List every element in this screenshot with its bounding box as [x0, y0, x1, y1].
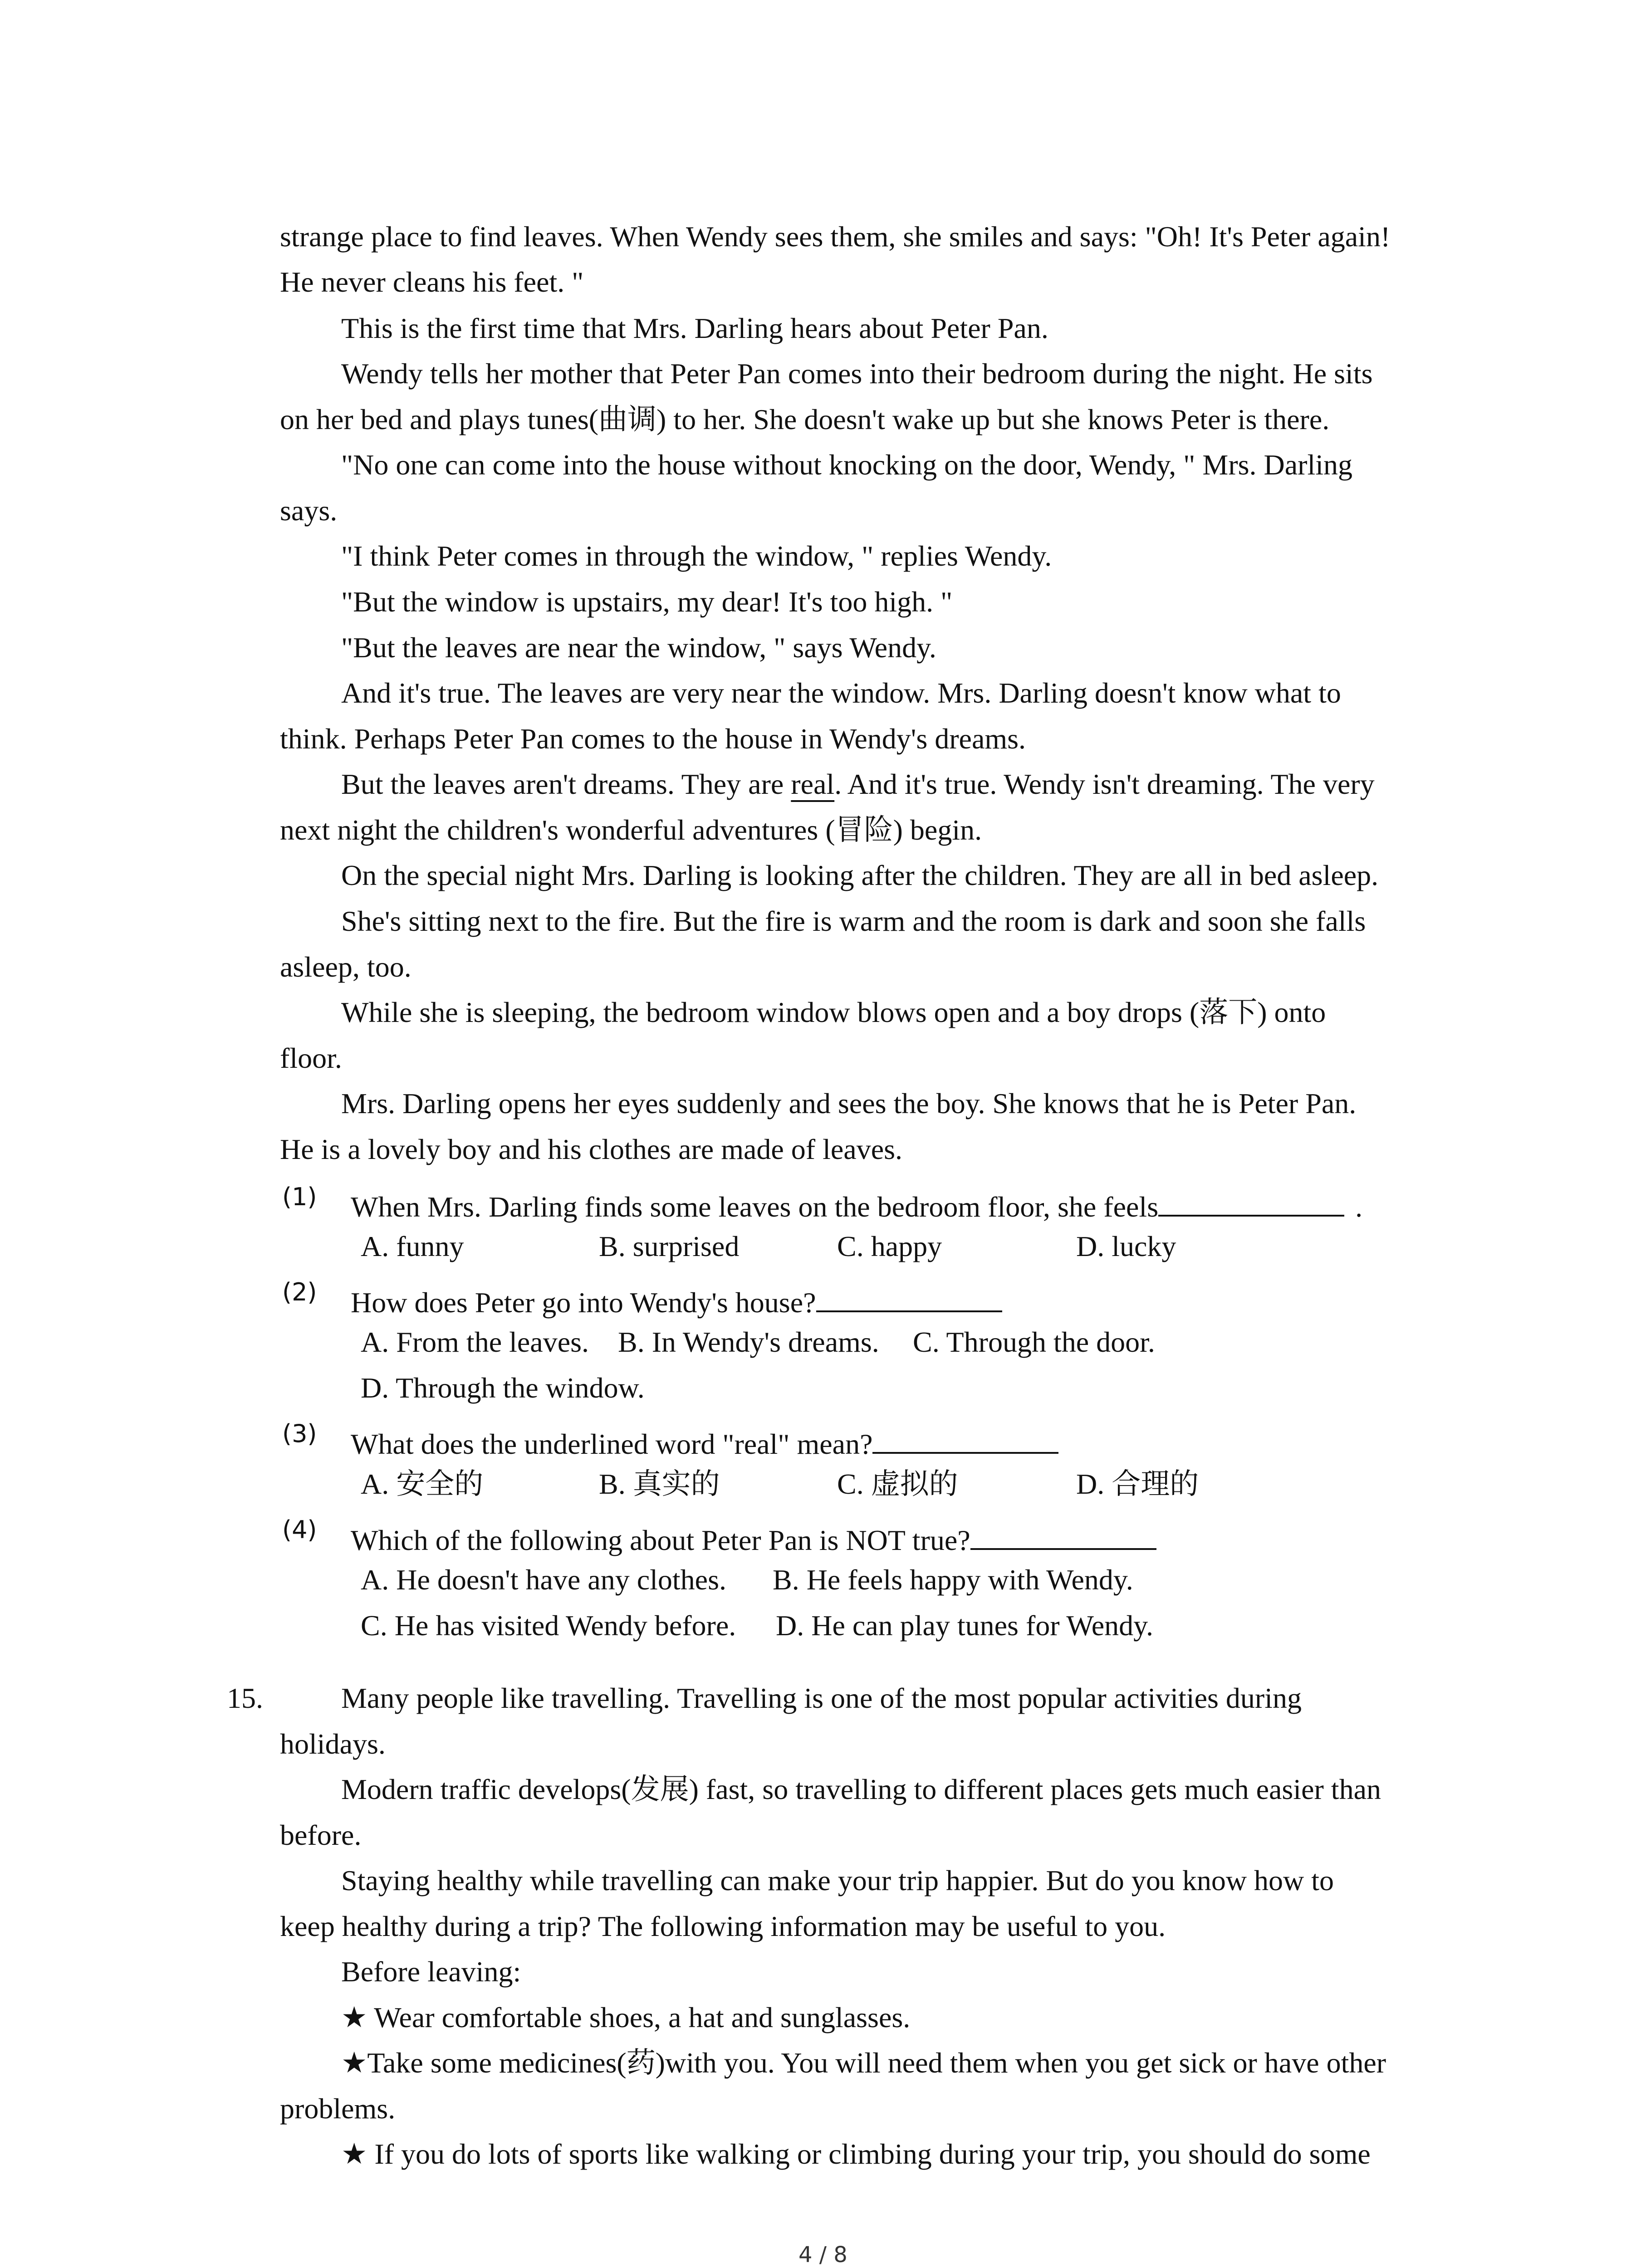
passage-line: And it's true. The leaves are very near the window. Mrs. Darling doesn't know what to [341, 677, 1341, 709]
answer-blank[interactable] [970, 1519, 1156, 1550]
passage-line: says. [280, 494, 338, 527]
option-b: B. 真实的 [599, 1468, 720, 1500]
underlined-word-real: real [791, 768, 835, 800]
question-text [351, 1281, 1002, 1317]
question-text [351, 1423, 1058, 1459]
option-c: C. 虚拟的 [837, 1468, 958, 1500]
question-stem: When Mrs. Darling finds some leaves on the bedroom floor, she feels [351, 1191, 1159, 1223]
text-run: But the leaves aren't dreams. They are [341, 768, 791, 800]
answer-blank[interactable] [1158, 1186, 1344, 1217]
passage-line: ★ If you do lots of sports like walking or climbing during your trip, you should do some [341, 2138, 1371, 2170]
answer-blank[interactable] [816, 1281, 1002, 1312]
passage-line: think. Perhaps Peter Pan comes to the house in Wendy's dreams. [280, 723, 1026, 755]
passage-line: strange place to find leaves. When Wendy sees them, she smiles and says: "Oh! It's Peter again! [280, 220, 1391, 253]
option-c: C. happy [837, 1230, 942, 1262]
passage-line: "I think Peter comes in through the window, " replies Wendy. [341, 540, 1052, 572]
question-stem: Which of the following about Peter Pan is NOT true? [351, 1524, 970, 1556]
option-c: C. Through the door. [913, 1326, 1155, 1358]
option-d: D. 合理的 [1076, 1468, 1199, 1500]
option-a: A. From the leaves. [361, 1326, 589, 1358]
question-number: (4) [282, 1515, 317, 1544]
passage-line: Mrs. Darling opens her eyes suddenly and sees the boy. She knows that he is Peter Pan. [341, 1087, 1357, 1119]
text-run: . And it's true. Wendy isn't dreaming. The very [834, 768, 1375, 800]
passage-line: On the special night Mrs. Darling is looking after the children. They are all in bed asleep. [341, 859, 1379, 891]
answer-blank[interactable] [872, 1423, 1058, 1454]
passage-line: He never cleans his feet. " [280, 266, 584, 298]
passage-line [341, 770, 1375, 799]
option-c: C. He has visited Wendy before. [361, 1609, 736, 1642]
option-d: D. Through the window. [361, 1372, 645, 1404]
passage-line: before. [280, 1819, 362, 1851]
question-number: (2) [282, 1278, 317, 1306]
passage-line: Before leaving: [341, 1955, 521, 1988]
option-b: B. In Wendy's dreams. [618, 1326, 879, 1358]
passage-line: "No one can come into the house without knocking on the door, Wendy, " Mrs. Darling [341, 449, 1353, 481]
option-a: A. He doesn't have any clothes. [361, 1564, 726, 1596]
question-stem: How does Peter go into Wendy's house? [351, 1286, 816, 1319]
passage-line: next night the children's wonderful adventures (冒险) begin. [280, 814, 982, 846]
passage-line: "But the leaves are near the window, " says Wendy. [341, 631, 936, 664]
option-b: B. surprised [599, 1230, 740, 1262]
passage-line: on her bed and plays tunes(曲调) to her. She doesn't wake up but she knows Peter is there. [280, 403, 1330, 435]
passage-line: He is a lovely boy and his clothes are made of leaves. [280, 1133, 902, 1165]
passage-line: Many people like travelling. Travelling is one of the most popular activities during [341, 1682, 1302, 1714]
passage-line: Wendy tells her mother that Peter Pan comes into their bedroom during the night. He sits [341, 357, 1373, 390]
passage-line: keep healthy during a trip? The following information may be useful to you. [280, 1910, 1166, 1942]
question-stem: What does the underlined word "real" mean? [351, 1428, 873, 1460]
passage-line: She's sitting next to the fire. But the fire is warm and the room is dark and soon she falls [341, 905, 1366, 937]
page-number: 4 / 8 [798, 2242, 847, 2268]
option-d: D. lucky [1076, 1230, 1176, 1262]
question-number: (3) [282, 1419, 317, 1448]
passage-line: ★Take some medicines(药)with you. You will need them when you get sick or have other [341, 2047, 1386, 2079]
passage-line: "But the window is upstairs, my dear! It's too high. " [341, 586, 953, 618]
question-end: . [1355, 1191, 1363, 1223]
passage-line: Staying healthy while travelling can make your trip happier. But do you know how to [341, 1864, 1334, 1897]
passage-line: asleep, too. [280, 951, 411, 983]
item-number: 15. [227, 1682, 263, 1714]
option-d: D. He can play tunes for Wendy. [776, 1609, 1153, 1642]
passage-line: problems. [280, 2092, 396, 2125]
option-a: A. 安全的 [361, 1468, 484, 1500]
passage-line: ★ Wear comfortable shoes, a hat and sunglasses. [341, 2001, 911, 2033]
option-a: A. funny [361, 1230, 464, 1262]
passage-line: floor. [280, 1042, 342, 1074]
passage-line: This is the first time that Mrs. Darling hears about Peter Pan. [341, 312, 1048, 344]
passage-line: holidays. [280, 1728, 386, 1760]
passage-line: While she is sleeping, the bedroom window blows open and a boy drops (落下) onto [341, 996, 1326, 1028]
question-number: (1) [282, 1183, 317, 1211]
question-text [351, 1519, 1156, 1555]
question-text [351, 1186, 1362, 1222]
option-b: B. He feels happy with Wendy. [773, 1564, 1133, 1596]
passage-line: Modern traffic develops(发展) fast, so travelling to different places gets much easier than [341, 1773, 1381, 1805]
